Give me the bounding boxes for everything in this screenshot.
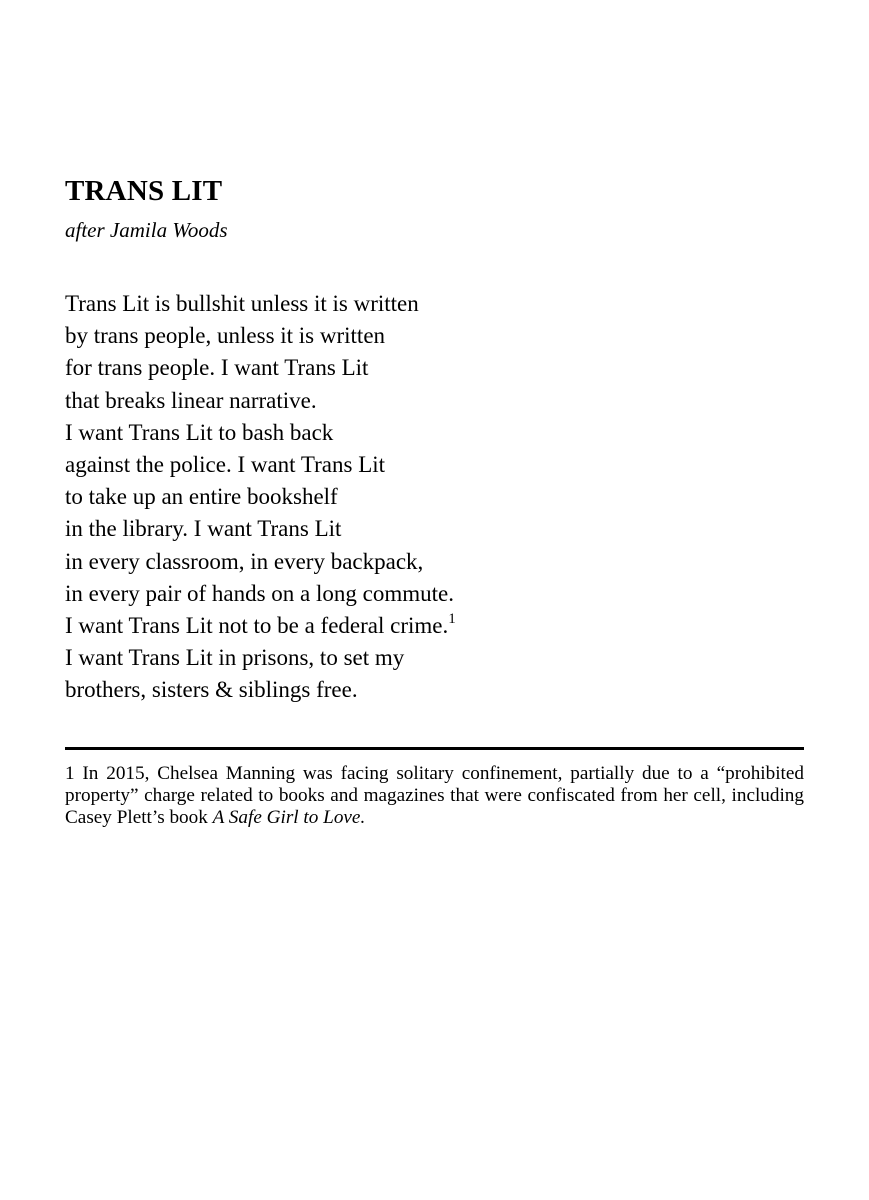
poem-line: in every classroom, in every backpack, (65, 548, 424, 574)
footnote-reference[interactable]: 1 (448, 610, 456, 627)
poem-line: for trans people. I want Trans Lit (65, 355, 369, 381)
poem-body (65, 288, 785, 706)
poem-line: I want Trans Lit in prisons, to set my (65, 645, 405, 671)
poem-line-text: I want Trans Lit not to be a federal crime. (65, 612, 449, 638)
poem-line: in every pair of hands on a long commute. (65, 580, 454, 606)
poem-line: against the police. I want Trans Lit (65, 451, 386, 477)
poem-line: Trans Lit is bullshit unless it is written (65, 291, 419, 316)
footnote-number: 1 (65, 763, 75, 784)
poem-line: to take up an entire bookshelf (65, 484, 338, 510)
poem-title: TRANS LIT (65, 175, 223, 207)
poem-line: in the library. I want Trans Lit (65, 516, 342, 542)
poem-epigraph: after Jamila Woods (65, 218, 228, 242)
footnote-book-title: A Safe Girl to Love. (212, 807, 366, 828)
footnote-divider (65, 747, 804, 750)
poem-line: I want Trans Lit to bash back (65, 419, 334, 445)
poem-line-with-footnote (65, 610, 785, 642)
poem-line: that breaks linear narrative. (65, 387, 317, 413)
footnote-text: In 2015, Chelsea Manning was facing solitary confinement, partially due to a “prohibited property” charge related to books and magazines that were confiscated from her cell, including Casey Plett’s book (65, 763, 804, 828)
poem-line: brothers, sisters & siblings free. (65, 677, 358, 703)
footnote (65, 763, 804, 829)
poem-line: by trans people, unless it is written (65, 323, 386, 349)
